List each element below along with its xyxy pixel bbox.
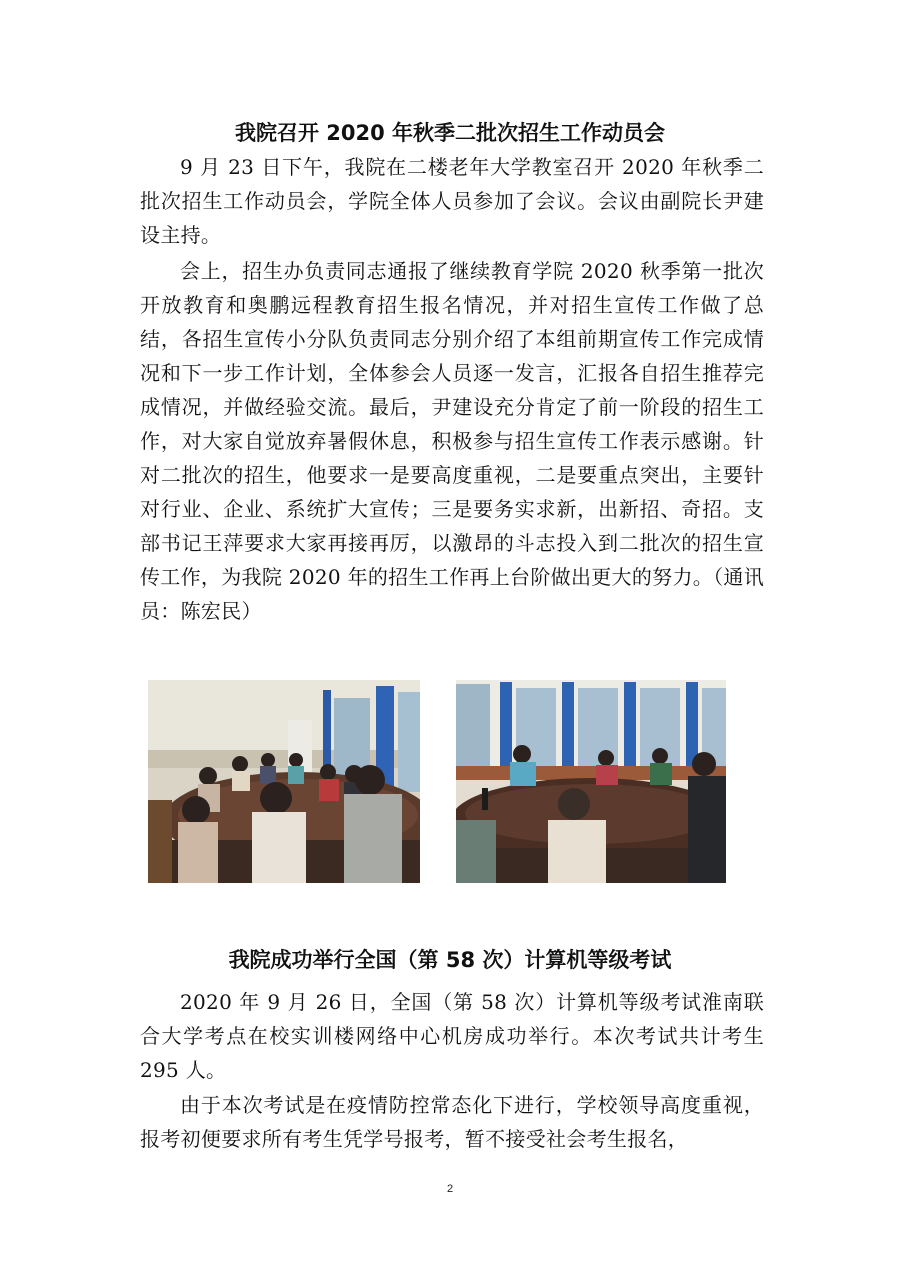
article2-paragraph-1: 2020 年 9 月 26 日，全国（第 58 次）计算机等级考试淮南联合大学考点在校实训楼网络中心机房成功举行。本次考试共计考生 295 人。 (140, 990, 764, 1082)
article2-paragraph-2: 由于本次考试是在疫情防控常态化下进行，学校领导高度重视，报考初便要求所有考生凭学号报考，暂不接受社会考生报名， (140, 1093, 764, 1151)
article-title-mobilization-meeting: 我院召开 2020 年秋季二批次招生工作动员会 (234, 121, 666, 145)
meeting-photo-right (456, 680, 726, 883)
article1-paragraph-2: 会上，招生办负责同志通报了继续教育学院 2020 秋季第一批次开放教育和奥鹏远程教育招生报名情况，并对招生宣传工作做了总结，各招生宣传小分队负责同志分别介绍了本组前期宣传工作完成情况和下一步工作计划，全体参会人员逐一发言，汇报各自招生推荐完成情况，并做经验交流。最后，尹建设充分肯定了前一阶段的招生工作，对大家自觉放弃暑假休息，积极参与招生宣传工作表示感谢。针对二批次的招生，他要求一是要高度重视，二是要重点突出，主要针对行业、企业、系统扩大宣传；三是要务实求新，出新招、奇招。支部书记王萍要求大家再接再厉，以激昂的斗志投入到二批次的招生宣传工作，为我院 2020 年的招生工作再上台阶做出更大的努力。（通讯员：陈宏民） (140, 259, 764, 623)
page-number: 2 (446, 1183, 454, 1195)
article1-paragraph-1: 9 月 23 日下午，我院在二楼老年大学教室召开 2020 年秋季二批次招生工作动员会，学院全体人员参加了会议。会议由副院长尹建设主持。 (140, 155, 764, 247)
article-title-computer-exam: 我院成功举行全国（第 58 次）计算机等级考试 (228, 948, 672, 972)
meeting-photo-left (148, 680, 420, 883)
